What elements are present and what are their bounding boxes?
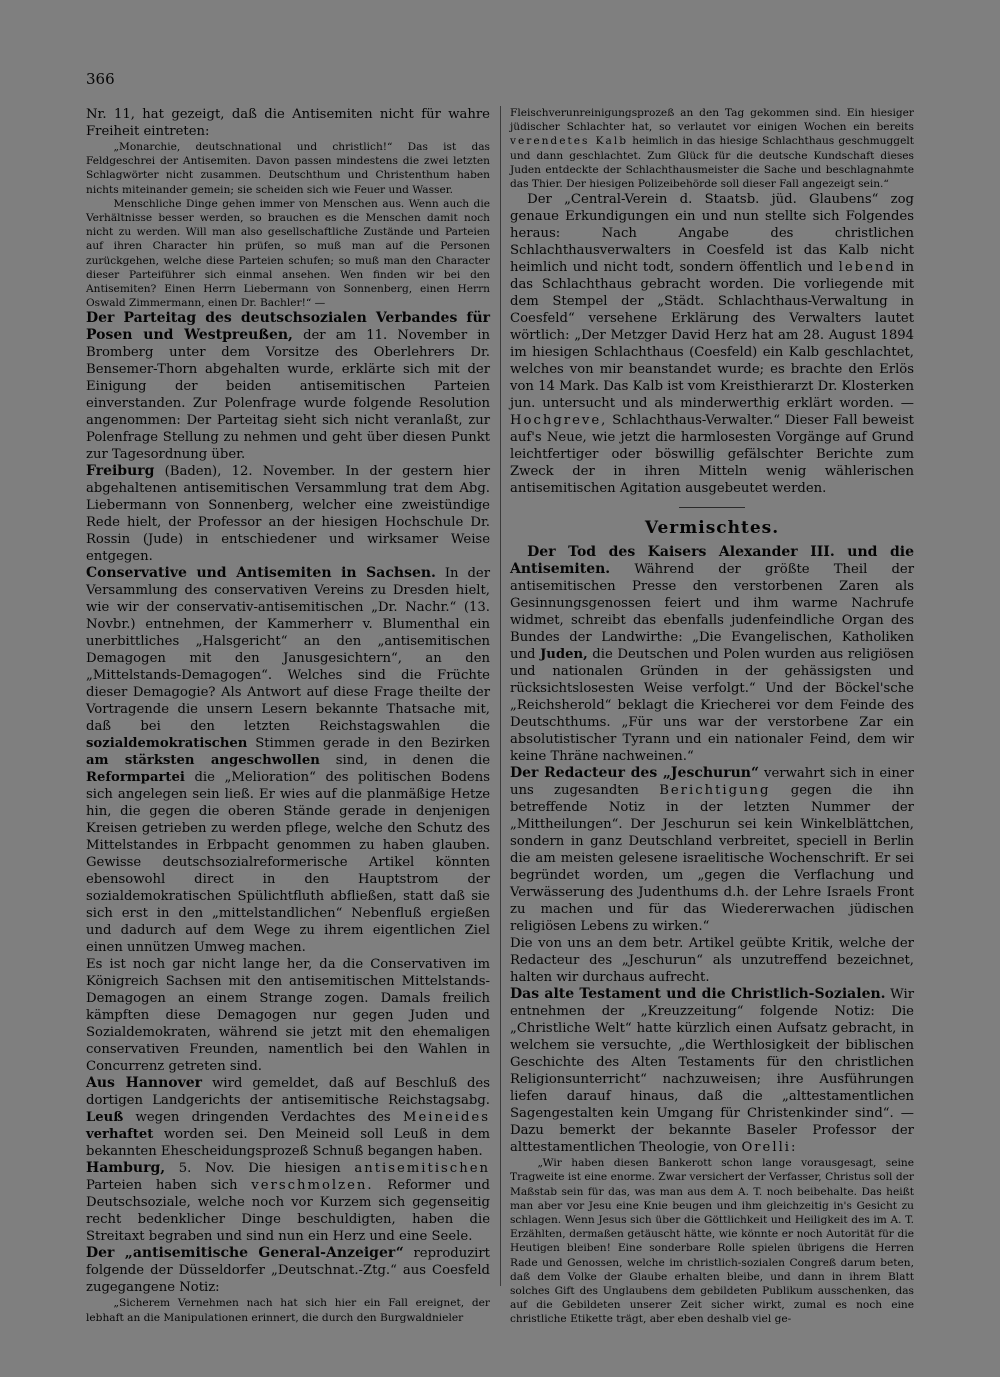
text-central-a: Der „Central-Verein d. Staatsb. jüd. Glaubens“ zog genaue Erkundigungen ein und nun stellte sich Folgendes heraus: Nach Angabe des christlichen Schlachthausverwalters in Coesfeld ist das Kalb nicht heimlich und nicht todt, sondern öffentlich und <box>510 192 914 276</box>
headline-sachsen: Conservative und Antisemiten in Sachsen. <box>86 565 436 582</box>
text-tod-a: Während der größte Theil der antisemitischen Presse den verstorbenen Zaren als Gesinnungsgenossen feiert und ihm warme Nachrufe widmet, schreibt das ebenfalls judenfeindliche Organ des Bundes der Landwirthe: „Die Evangelischen, Katholiken und <box>510 562 914 663</box>
headline-testament: Das alte Testament und die Christlich-Sozialen. <box>510 986 886 1003</box>
text-sachsen-a: In der Versammlung des conservativen Vereins zu Dresden hielt, wie wir der conservativ-antisemitischen „Dr. Nachr.“ (13. Novbr.) entnehmen, der Kammerherr v. Blumenthal ein unerbittliches „Halsgericht“ an den „antisemitischen Demagogen mit den Janusgesichtern“, an den „Mittelstands-Demagogen“. Welches sind die Früchte dieser Demagogie? Als Antwort auf diese Frage theilte der Vortragende die unsern Lesern bekannte Thatsache mit, daß bei den letzten Reichstagswahlen die <box>86 566 491 735</box>
emph-verschmolzen: verschmolzen. <box>251 1178 374 1194</box>
emph-reformpartei: Reformpartei <box>86 770 185 786</box>
text-parteitag: der am 11. November in Bromberg unter dem Vorsitze des Oberlehrers Dr. Bensemer-Thorn abgehalten wurde, erklärte sich mit der Einigung der beiden antisemitischen Parteien einverstanden. Zur Polenfrage wurde folgende Resolution angenommen: Der Parteitag sieht sich nicht veranlaßt, zur Polenfrage Stellung zu nehmen und geht über diesen Punkt zur Tagesordnung über. <box>86 328 490 463</box>
text-freiburg: (Baden), 12. November. In der gestern hier abgehaltenen antisemitischen Versammlung trat dem Abg. Liebermann von Sonnenberg, welcher eine zweistündige Rede hielt, der Professor an der hiesigen Hochschule Dr. Rossin (Jude) in entschiedener und wirksamer Weise entgegen. <box>86 464 490 565</box>
text-test-a: Wir entnehmen der „Kreuzzeitung“ folgende Notiz: Die „Christliche Welt“ hatte kürzlich einen Aufsatz gebracht, in welchem sie versuchte, „die Werthlosigkeit der biblischen Geschichte des Alten Testaments für den christlichen Religionsunterricht“ nachzuweisen; ihre Ausführungen liefen darauf hinaus, daß die „alttestamentlichen Sagengestalten kein Umgang für Christenkinder sind“. — Dazu bemerkt der bekannte Baseler Professor der alttestamentlichen Theologie, von <box>510 987 914 1156</box>
headline-redacteur: Der Redacteur des „Jeschurun“ <box>510 765 760 782</box>
quote-monarchie: „Monarchie, deutschnational und christlich!“ Das ist das Feldgeschrei der Antisemiten. Davon passen mindestens die zwei letzten Schlagwörter nicht zusammen. Deutschthum und Christenthum haben nichts miteinander gemein; sie scheiden sich wie Feuer und Wasser. <box>86 141 490 196</box>
text-red-a: verwahrt sich in einer uns zugesandten <box>510 766 914 799</box>
text-sachsen-c: die „Melioration“ des politischen Bodens sich angelegen sein ließ. Er wies auf die planmäßige Hetze hin, die gegen die oberen Stände gerade in denjenigen Kreisen getrieben zu werden pflege, welche den Schutz des Mittelstandes in Erbpacht genommen zu haben glauben. Gewisse deutschsozialreformerische Artikel könnten ebensowohl direct in den Hauptstrom der sozialdemokratischen Spülichtfluth abfließen, statt daß sie sich erst in den „mittelstandlichen“ Nebenfluß ergießen und dadurch auf dem Wege zu ihrem eigentlichen Ziel einen unnützen Umweg machen. <box>86 770 490 956</box>
emph-verhaftet: verhaftet <box>86 1127 154 1143</box>
text-hamburg-a: 5. Nov. Die hiesigen <box>165 1161 355 1177</box>
headline-freiburg: Freiburg <box>86 463 155 480</box>
quote-orelli: „Wir haben diesen Bankerott schon lange vorausgesagt, seine Tragweite ist eine enorme. Zwar versichert der Verfasser, Christus soll der Maßstab sein für das, was man aus dem A. T. noch beibehalte. Das heißt man aber vor Jesu eine Knie beugen und ihm gleichzeitig in's Gesicht zu schlagen. Wenn Jesus sich über die Göttlichkeit und Heiligkeit des im A. T. Erzählten, dermaßen getäuscht hätte, wie könnte er noch Autorität für die Heutigen bleiben! Eine sonderbare Rolle spielen übrigens die Herren Rade und Genossen, welche im christlich-sozialen Congreß darum beten, daß dem Volke der Glaube erhalten bleibe, und dann in ihrem Blatt solches Gift des Unglaubens dem gebildeten Publikum ausschenken, das auf die Gebildeten unserer Zeit sicher wirkt, zumal es noch eine christliche Etikette trägt, aber eben deshalb viel ge- <box>510 1157 914 1326</box>
article-parteitag <box>86 310 490 463</box>
article-freiburg <box>86 463 490 565</box>
emph-lebend: lebend <box>838 260 896 276</box>
paragraph-sachsen-d: Es ist noch gar nicht lange her, da die Conservativen im Königreich Sachsen mit den antisemitischen Mittelstands-Demagogen an einem Strange zogen. Damals freilich kämpften diese Demagogen nur gegen Juden und Sozialdemokraten, während sie jetzt mit den ehemaligen conservativen Freunden, namentlich bei den Wahlen in Concurrenz getreten sind. <box>86 957 490 1075</box>
text-central-e: Schlachthaus-Verwalter.“ Dieser Fall beweist auf's Neue, wie jetzt die harmlosesten Vorgänge auf Grund leichtfertiger oder böswillig gefälschter Berichte zum Zweck der in ihren Mitteln wenig wählerischen antisemitischen Agitation ausgebeutet werden. <box>510 413 914 497</box>
text-general-anzeiger: reproduzirt folgende der Düsseldorfer „Deutschnat.-Ztg.“ aus Coesfeld zugegangene Notiz: <box>86 1246 490 1296</box>
text-hannover-c: wegen dringenden Verdachtes des <box>123 1110 403 1126</box>
quote-general-anzeiger: „Sicherem Vernehmen nach hat sich hier ein Fall ereignet, der lebhaft an die Manipulationen erinnert, die durch den Burgwaldnieler <box>86 1297 490 1324</box>
emph-berichtigung: Berichtigung <box>659 783 771 799</box>
text-hannover-a: wird gemeldet, daß auf Beschluß des dortigen Landgerichts der antisemitische Reichstagsabg. <box>86 1076 490 1109</box>
quote-menschliche-dinge: Menschliche Dinge gehen immer von Menschen aus. Wenn auch die Verhältnisse besser werden, so brauchen es die Menschen damit noch nicht zu werden. Will man also gesellschaftliche Zustände und Parteien auf ihren Character hin prüfen, so muß man auf die Personen zurückgehen, welche diese Parteien schufen; so muß man den Character dieser Parteiführer sich einmal ansehen. Wen finden wir bei den Antisemiten? Einen Herrn Liebermann von Sonnenberg, einen Herrn Oswald Zimmermann, einen Dr. Bachler!“ — <box>86 197 490 310</box>
text-sachsen-b4: sind, in denen die <box>319 753 490 769</box>
article-tod-alexander <box>510 544 914 765</box>
text-red-c: gegen die ihn betreffende Notiz in der letzten Nummer der „Mittheilungen“. Der Jeschurun sei kein Winkelblättchen, sondern in ganz Deutschland verbreitet, speciell in Berlin die am meisten gelesene israelitische Wochenschrift. Er sei begründet worden, um „gegen die Verflachung und Verwässerung des Judenthums d.h. der Lehre Israels Front zu machen und für das Wiedererwachen jüdischen religiösen Lebens zu wirken.“ <box>510 783 914 935</box>
headline-general-anzeiger: Der „antisemitische General-Anzeiger“ <box>86 1245 404 1262</box>
emph-angeschwollen: am stärksten angeschwollen <box>86 753 320 769</box>
article-testament <box>510 986 914 1156</box>
quote-cont-a: Fleischverunreinigungsprozeß an den Tag gekommen sind. Ein hiesiger jüdischer Schlachter hat, so verlautet vor einigen Wochen ein bereits <box>510 107 914 134</box>
emph-sozialdemokratischen: sozialdemokratischen <box>86 736 248 752</box>
article-hamburg <box>86 1160 490 1245</box>
quote-continuation <box>510 106 914 191</box>
emph-antisemitischen: antisemitischen <box>354 1161 490 1177</box>
right-column <box>510 106 914 1327</box>
text-hannover-g: worden sei. Den Meineid soll Leuß in dem bekannten Ehescheidungsprozeß Schnuß begangen haben. <box>86 1127 490 1160</box>
text-tod-c: die Deutschen und Polen wurden aus religiösen und nationalen Gründen in der gehässigsten und rücksichtslosesten Weise verfolgt.“ Und der Böckel'sche „Reichsherold“ beklagt die Kriecherei vor dem Feinde des Deutschthums. „Für uns war der verstorbene Zar ein absolutistischer Tyrann und ein nationaler Feind, dem wir keine Thräne nachweinen.“ <box>510 647 914 765</box>
paragraph-intro: Nr. 11, hat gezeigt, daß die Antisemiten nicht für wahre Freiheit eintreten: <box>86 107 490 139</box>
page-number: 366 <box>86 70 115 88</box>
headline-parteitag: Der Parteitag des deutschsozialen Verbandes für Posen und Westpreußen, <box>86 310 490 344</box>
article-redacteur <box>510 765 914 935</box>
emph-leuss: Leuß <box>86 1110 124 1126</box>
emph-juden: Juden, <box>540 647 588 663</box>
article-hannover <box>86 1075 490 1160</box>
section-divider <box>679 507 745 508</box>
emph-verendetes-kalb: verendetes Kalb <box>510 135 629 148</box>
text-hamburg-c: Parteien haben sich <box>86 1178 252 1194</box>
article-central-verein <box>510 191 914 497</box>
left-column <box>86 106 490 1325</box>
headline-tod-alexander: Der Tod des Kaisers Alexander III. und die Antisemiten. <box>510 544 914 578</box>
text-central-c: in das Schlachthaus gebracht worden. Die vorliegende mit dem Stempel der „Städt. Schlachthaus-Verwaltung in Coesfeld“ versehene Erklärung des Verwalters lautet wörtlich: „Der Metzger David Herz hat am 28. August 1894 im hiesigen Schlachthaus (Coesfeld) ein Kalb geschlachtet, welches von mir beanstandet wurde; es brachte den Erlös von 14 Mark. Das Kalb ist vom Kreisthierarzt Dr. Klosterken jun. untersucht und als minderwerthig erklärt worden. — <box>510 260 915 412</box>
section-title-vermischtes: Vermischtes. <box>644 518 780 539</box>
headline-hamburg: Hamburg, <box>86 1160 166 1177</box>
text-hamburg-e: Reformer und Deutschsoziale, welche noch vor Kurzem sich gegenseitig recht bedenklicher Dinge beschuldigten, haben die Streitaxt begraben und sind nun ein Herz und eine Seele. <box>86 1178 490 1245</box>
headline-hannover: Aus Hannover <box>86 1075 203 1092</box>
paragraph-redacteur-d: Die von uns an dem betr. Artikel geübte Kritik, welche der Redacteur des „Jeschurun“ als unzutreffend bezeichnet, halten wir durchaus aufrecht. <box>510 936 914 986</box>
article-sachsen <box>86 565 490 956</box>
emph-orelli: Orelli: <box>741 1140 798 1156</box>
quote-cont-c: heimlich in das hiesige Schlachthaus geschmuggelt und dann geschlachtet. Zum Glück für die deutsche Kundschaft dieses Juden entdeckte der Schlachthausmeister die Sache und beschlagnahmte das Thier. Der hiesigen Polizeibehörde soll dieser Fall angezeigt sein.“ <box>510 135 914 191</box>
text-sachsen-b2: Stimmen gerade in den Bezirken <box>247 736 490 752</box>
emph-meineides: Meineides <box>402 1110 490 1126</box>
emph-hochgreve: Hochgreve, <box>510 413 608 429</box>
column-divider <box>500 106 501 1286</box>
article-general-anzeiger <box>86 1245 490 1296</box>
